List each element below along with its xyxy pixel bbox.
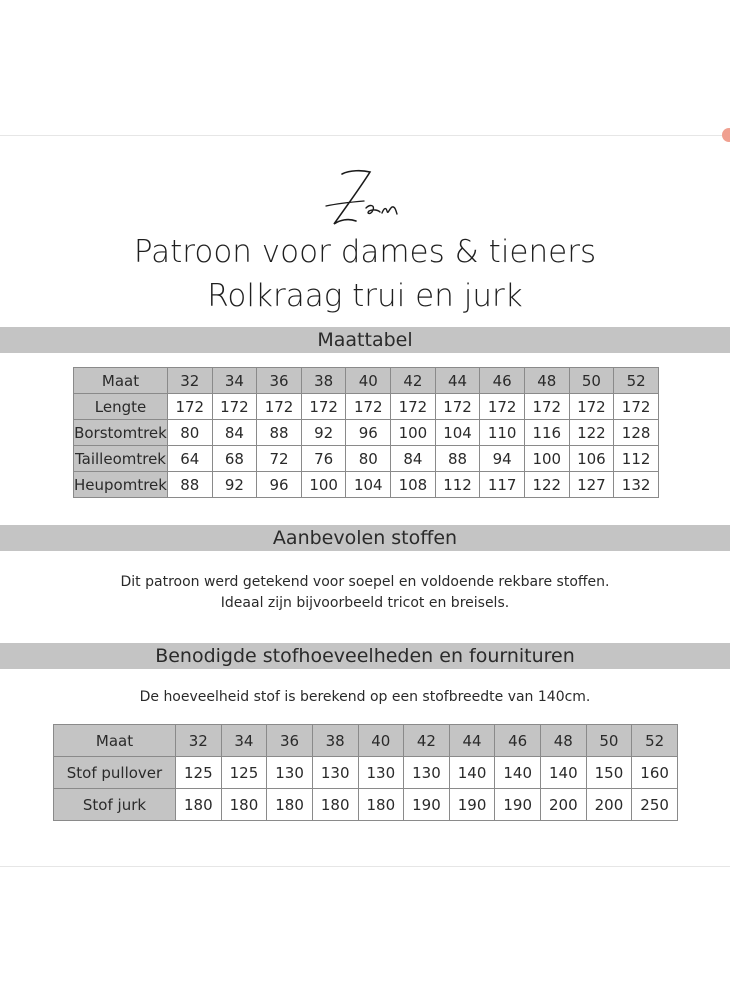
size-table — [73, 367, 659, 498]
table-cell: 190 — [495, 789, 541, 821]
row-label: Maat — [74, 368, 168, 394]
row-label: Borstomtrek — [74, 420, 168, 446]
size-header-cell: 52 — [614, 368, 659, 394]
size-header-cell: 48 — [524, 368, 569, 394]
size-header-cell: 48 — [541, 725, 587, 757]
table-cell: 172 — [167, 394, 212, 420]
fabric-text-line1: Dit patroon werd getekend voor soepel en voldoende rekbare stoffen. — [120, 574, 610, 590]
table-cell: 140 — [541, 757, 587, 789]
zen-logo — [300, 166, 420, 241]
table-cell: 122 — [524, 472, 569, 498]
table-cell: 96 — [346, 420, 391, 446]
row-label: Heupomtrek — [74, 472, 168, 498]
table-cell: 116 — [524, 420, 569, 446]
table-row — [54, 789, 678, 821]
table-cell: 80 — [167, 420, 212, 446]
table-cell: 94 — [480, 446, 525, 472]
table-cell: 88 — [257, 420, 302, 446]
table-cell: 88 — [167, 472, 212, 498]
table-cell: 128 — [614, 420, 659, 446]
table-cell: 172 — [435, 394, 480, 420]
table-cell: 180 — [176, 789, 222, 821]
table-cell: 180 — [312, 789, 358, 821]
row-label: Maat — [54, 725, 176, 757]
size-header-cell: 34 — [221, 725, 267, 757]
table-cell: 64 — [167, 446, 212, 472]
table-cell: 110 — [480, 420, 525, 446]
table-cell: 180 — [267, 789, 313, 821]
table-cell: 130 — [404, 757, 450, 789]
table-cell: 80 — [346, 446, 391, 472]
table-cell: 112 — [614, 446, 659, 472]
size-header-cell: 52 — [632, 725, 678, 757]
fabric-width-note: De hoeveelheid stof is berekend op een stofbreedte van 140cm. — [139, 689, 591, 705]
size-header-cell: 38 — [301, 368, 346, 394]
size-header-cell: 32 — [176, 725, 222, 757]
size-header-cell: 40 — [346, 368, 391, 394]
size-header-cell: 36 — [267, 725, 313, 757]
table-cell: 180 — [221, 789, 267, 821]
table-cell: 108 — [391, 472, 436, 498]
table-cell: 200 — [586, 789, 632, 821]
table-cell: 150 — [586, 757, 632, 789]
table-cell: 190 — [449, 789, 495, 821]
table-cell: 250 — [632, 789, 678, 821]
table-cell: 104 — [346, 472, 391, 498]
table-cell: 117 — [480, 472, 525, 498]
table-row — [74, 420, 659, 446]
table-cell: 172 — [346, 394, 391, 420]
size-header-cell: 32 — [167, 368, 212, 394]
table-cell: 172 — [480, 394, 525, 420]
table-cell: 106 — [569, 446, 614, 472]
table-cell: 172 — [391, 394, 436, 420]
table-cell: 72 — [257, 446, 302, 472]
table-cell: 100 — [524, 446, 569, 472]
pattern-title: Patroon voor dames & tieners — [133, 234, 597, 270]
table-cell: 172 — [301, 394, 346, 420]
table-cell: 104 — [435, 420, 480, 446]
table-cell: 160 — [632, 757, 678, 789]
row-label: Lengte — [74, 394, 168, 420]
table-cell: 100 — [301, 472, 346, 498]
table-cell: 132 — [614, 472, 659, 498]
table-cell: 190 — [404, 789, 450, 821]
table-cell: 88 — [435, 446, 480, 472]
corner-decoration — [722, 128, 730, 142]
size-header-cell: 50 — [586, 725, 632, 757]
table-cell: 172 — [614, 394, 659, 420]
table-cell: 180 — [358, 789, 404, 821]
size-header-cell: 44 — [449, 725, 495, 757]
size-header-cell: 34 — [212, 368, 257, 394]
table-row — [54, 757, 678, 789]
section-heading-quantities: Benodigde stofhoeveelheden en fournituren — [0, 643, 730, 669]
size-header-cell: 44 — [435, 368, 480, 394]
size-header-cell: 46 — [495, 725, 541, 757]
table-cell: 76 — [301, 446, 346, 472]
size-header-cell: 50 — [569, 368, 614, 394]
table-cell: 172 — [212, 394, 257, 420]
table-cell: 122 — [569, 420, 614, 446]
table-cell: 130 — [267, 757, 313, 789]
fabric-text-line2: Ideaal zijn bijvoorbeeld tricot en breisels. — [220, 595, 510, 611]
section-heading-fabrics: Aanbevolen stoffen — [0, 525, 730, 551]
table-cell: 84 — [212, 420, 257, 446]
size-header-cell: 36 — [257, 368, 302, 394]
size-header-cell: 46 — [480, 368, 525, 394]
section-heading-maattabel: Maattabel — [0, 327, 730, 353]
table-cell: 172 — [524, 394, 569, 420]
table-cell: 125 — [176, 757, 222, 789]
table-cell: 125 — [221, 757, 267, 789]
table-cell: 92 — [301, 420, 346, 446]
row-label: Stof pullover — [54, 757, 176, 789]
size-header-cell: 42 — [391, 368, 436, 394]
table-cell: 140 — [495, 757, 541, 789]
table-cell: 200 — [541, 789, 587, 821]
table-cell: 130 — [312, 757, 358, 789]
row-label: Tailleomtrek — [74, 446, 168, 472]
table-cell: 172 — [257, 394, 302, 420]
table-cell: 172 — [569, 394, 614, 420]
size-header-cell: 38 — [312, 725, 358, 757]
table-cell: 127 — [569, 472, 614, 498]
table-cell: 100 — [391, 420, 436, 446]
pattern-subtitle: Rolkraag trui en jurk — [207, 278, 523, 314]
table-row — [74, 446, 659, 472]
table-row — [74, 472, 659, 498]
table-cell: 96 — [257, 472, 302, 498]
size-header-cell: 42 — [404, 725, 450, 757]
table-row — [74, 368, 659, 394]
row-label: Stof jurk — [54, 789, 176, 821]
pattern-sheet — [0, 135, 730, 867]
table-row — [74, 394, 659, 420]
table-cell: 140 — [449, 757, 495, 789]
size-header-cell: 40 — [358, 725, 404, 757]
table-cell: 112 — [435, 472, 480, 498]
table-cell: 68 — [212, 446, 257, 472]
table-row — [54, 725, 678, 757]
fabric-quantity-table — [53, 724, 678, 821]
table-cell: 84 — [391, 446, 436, 472]
table-cell: 92 — [212, 472, 257, 498]
table-cell: 130 — [358, 757, 404, 789]
